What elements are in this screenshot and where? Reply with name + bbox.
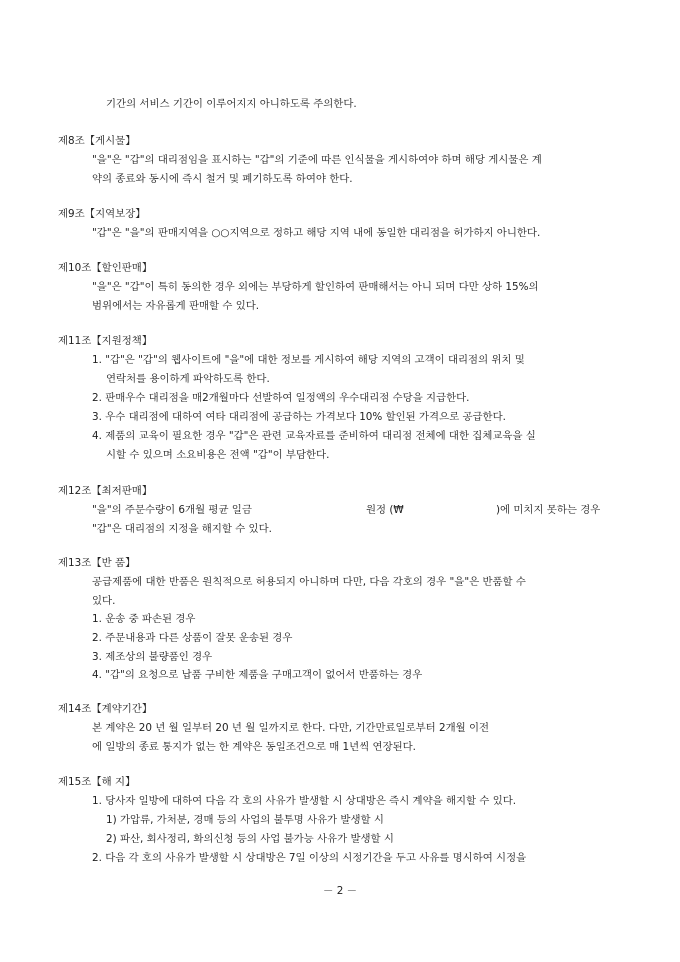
- article-8-text-line: "을"은 "갑"의 대리점임을 표시하는 "갑"의 기준에 따른 인식물을 게시하여야 하며 해당 게시물은 계: [92, 154, 542, 166]
- article-10-heading: 제10조【할인판매】: [58, 262, 153, 274]
- article-10-text-line: 범위에서는 자유롭게 판매할 수 있다.: [92, 300, 260, 312]
- article-13-item-1: 1. 운송 중 파손된 경우: [92, 613, 196, 625]
- article-11-item-2: 2. 판매우수 대리점을 매2개월마다 선발하여 일정액의 우수대리점 수당을 지급한다.: [92, 392, 470, 404]
- article-15-subitem-2: 2) 파산, 회사정리, 화의신청 등의 사업 불가능 사유가 발생할 시: [106, 833, 394, 845]
- article-14-text-line: 본 계약은 20 년 월 일부터 20 년 월 일까지로 한다. 다만, 기간만료일로부터 2개월 이전: [92, 722, 490, 734]
- article-13-item-2: 2. 주문내용과 다른 상품이 잘못 운송된 경우: [92, 632, 293, 644]
- article-14-text-line: 에 일방의 종료 통지가 없는 한 계약은 동일조건으로 매 1년씩 연장된다.: [92, 741, 416, 753]
- article-15-heading: 제15조【해 지】: [58, 776, 136, 788]
- intro-line: 기간의 서비스 기간이 이루어지지 아니하도록 주의한다.: [106, 98, 357, 110]
- article-13-text-line: 공급제품에 대한 반품은 원칙적으로 허용되지 아니하며 다만, 다음 각호의 경우 "을"은 반품할 수: [92, 576, 526, 588]
- article-11-item-1: 1. "갑"은 "갑"의 웹사이트에 "을"에 대한 정보를 게시하여 해당 지역의 고객이 대리점의 위치 및: [92, 354, 525, 366]
- article-12-text-line: "갑"은 대리점의 지정을 해지할 수 있다.: [92, 523, 272, 535]
- article-14-heading: 제14조【계약기간】: [58, 703, 153, 715]
- article-11-item-1-cont: 연락처를 용이하게 파악하도록 한다.: [106, 373, 270, 385]
- article-12-text-part-b: 원정 (₩: [366, 504, 404, 516]
- article-13-item-3: 3. 제조상의 불량품인 경우: [92, 651, 213, 663]
- article-15-item-1: 1. 당사자 일방에 대하여 다음 각 호의 사유가 발생할 시 상대방은 즉시 계약을 해지할 수 있다.: [92, 795, 517, 807]
- article-13-item-4: 4. "갑"의 요청으로 납품 구비한 제품을 구매고객이 없어서 반품하는 경우: [92, 669, 423, 681]
- article-12-text-part-a: "을"의 주문수량이 6개월 평균 일금: [92, 504, 252, 516]
- article-9-heading: 제9조【지역보장】: [58, 208, 146, 220]
- article-11-item-4: 4. 제품의 교육이 필요한 경우 "갑"은 관련 교육자료를 준비하여 대리점 전체에 대한 집체교육을 실: [92, 430, 536, 442]
- article-11-item-4-cont: 시할 수 있으며 소요비용은 전액 "갑"이 부담한다.: [106, 449, 330, 461]
- article-13-text-line: 있다.: [92, 595, 116, 607]
- article-12-text-part-c: )에 미치지 못하는 경우: [496, 504, 601, 516]
- article-11-heading: 제11조【지원정책】: [58, 335, 153, 347]
- article-8-text-line: 약의 종료와 동시에 즉시 철거 및 폐기하도록 하여야 한다.: [92, 173, 353, 185]
- article-11-item-3: 3. 우수 대리점에 대하여 여타 대리점에 공급하는 가격보다 10% 할인된 가격으로 공급한다.: [92, 411, 506, 423]
- article-10-text-line: "을"은 "갑"이 특히 동의한 경우 외에는 부당하게 할인하여 판매해서는 아니 되며 다만 상하 15%의: [92, 281, 539, 293]
- article-12-heading: 제12조【최저판매】: [58, 485, 153, 497]
- article-15-subitem-1: 1) 가압류, 가처분, 경매 등의 사업의 불투명 사유가 발생할 시: [106, 814, 384, 826]
- article-15-item-2: 2. 다음 각 호의 사유가 발생할 시 상대방은 7일 이상의 시정기간을 두고 사유를 명시하여 시정을: [92, 852, 527, 864]
- article-8-heading: 제8조【게시물】: [58, 135, 136, 147]
- article-13-heading: 제13조【반 품】: [58, 557, 136, 569]
- page-number: － 2 －: [323, 885, 357, 897]
- article-9-text-line: "갑"은 "을"의 판매지역을 ○○지역으로 정하고 해당 지역 내에 동일한 대리점을 허가하지 아니한다.: [92, 227, 541, 239]
